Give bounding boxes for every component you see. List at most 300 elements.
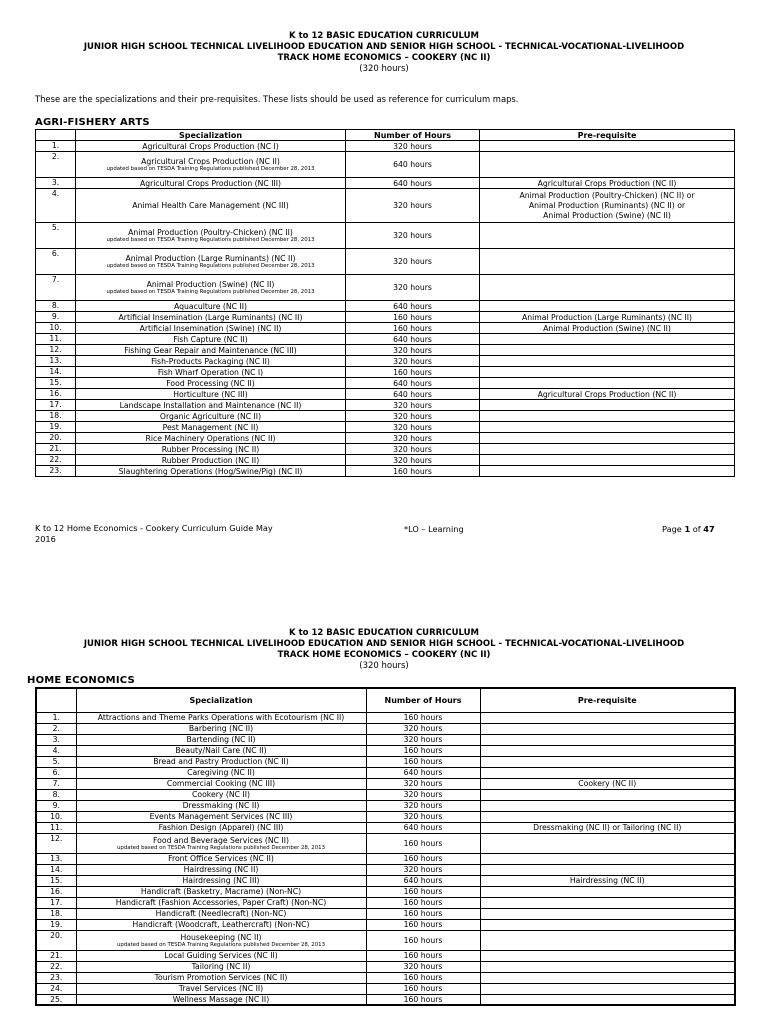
hours-cell: 160 hours [346,312,480,323]
hours-cell: 320 hours [346,345,480,356]
hours-cell: 320 hours [346,275,480,301]
specialization-name: Events Management Services (NC III) [149,812,293,821]
specialization-cell [76,152,346,178]
prerequisite-cell [480,789,735,800]
prerequisite-cell [480,930,735,950]
prerequisite-cell [480,800,735,811]
specialization-cell [76,919,366,930]
prerequisite-cell [480,833,735,853]
hours-cell: 160 hours [366,897,480,908]
specialization-name: Animal Production (Large Ruminants) (NC II) [125,254,296,263]
hours-cell: 320 hours [346,249,480,275]
column-header-hours: Number of Hours [346,130,480,141]
prerequisite-cell [480,961,735,972]
specialization-cell [76,897,366,908]
hours-cell: 640 hours [366,875,480,886]
specialization-name: Agricultural Crops Production (NC II) [141,157,280,166]
specialization-name: Slaughtering Operations (Hog/Swine/Pig) (NC II) [118,466,303,476]
table-row [36,433,735,444]
row-number: 22. [36,961,76,972]
specialization-name: Travel Services (NC II) [178,984,264,993]
row-number: 21. [36,444,76,455]
prerequisite-cell [480,345,735,356]
table-row [36,301,735,312]
specialization-name: Artificial Insemination (Swine) (NC II) [139,323,282,333]
row-number: 6. [36,767,76,778]
prerequisite-cell: Dressmaking (NC II) or Tailoring (NC II) [480,822,735,833]
table-row [36,919,735,930]
row-number: 4. [36,745,76,756]
row-number: 18. [36,411,76,422]
prerequisite-cell: Animal Production (Poultry-Chicken) (NC II) or Animal Production (Ruminants) (NC II) or Animal Production (Swine) (NC II) [480,189,735,223]
specialization-cell [76,745,366,756]
specialization-name: Agricultural Crops Production (NC I) [142,141,279,151]
specialization-note: updated based on TESDA Training Regulations published December 28, 2013 [106,263,315,269]
specialization-name: Attractions and Theme Parks Operations with Ecotourism (NC II) [97,713,345,722]
specialization-cell [76,994,366,1005]
prerequisite-cell: Animal Production (Large Ruminants) (NC II) [480,312,735,323]
specialization-cell [76,312,346,323]
hours-cell: 160 hours [366,908,480,919]
row-number: 5. [36,756,76,767]
table-row [36,983,735,994]
specialization-name: Fish Wharf Operation (NC I) [157,367,264,377]
prerequisite-cell [480,249,735,275]
specialization-name: Commercial Cooking (NC III) [166,779,276,788]
prerequisite-cell [480,301,735,312]
row-number: 12. [36,833,76,853]
row-number: 1. [36,141,76,152]
row-number: 5. [36,223,76,249]
column-header-specialization: Specialization [76,688,366,712]
page-header [0,31,768,75]
hours-cell: 320 hours [346,455,480,466]
prerequisite-cell [480,908,735,919]
specialization-name: Fish-Products Packaging (NC II) [151,356,270,366]
specialization-name: Beauty/Nail Care (NC II) [175,746,267,755]
hours-cell: 160 hours [366,745,480,756]
hours-cell: 160 hours [366,919,480,930]
row-number: 14. [36,367,76,378]
specialization-cell [76,323,346,334]
specialization-cell [76,756,366,767]
specialization-cell [76,734,366,745]
hours-cell: 320 hours [346,411,480,422]
row-number: 19. [36,422,76,433]
specialization-name: Fish Capture (NC II) [173,334,248,344]
specialization-name: Animal Production (Poultry-Chicken) (NC II) [128,228,293,237]
section-title: HOME ECONOMICS [27,675,135,686]
row-number: 16. [36,389,76,400]
header-line-4: (320 hours) [359,661,409,671]
hours-cell: 160 hours [346,367,480,378]
column-header-hours: Number of Hours [366,688,480,712]
hours-cell: 320 hours [346,422,480,433]
specialization-cell [76,455,346,466]
row-number: 13. [36,853,76,864]
row-number: 23. [36,466,76,477]
specialization-cell [76,972,366,983]
prerequisite-cell [480,223,735,249]
column-header-prerequisite: Pre-requisite [480,688,735,712]
specialization-cell [76,800,366,811]
specialization-note: updated based on TESDA Training Regulations published December 28, 2013 [116,844,325,851]
row-number: 25. [36,994,76,1005]
hours-cell: 640 hours [346,378,480,389]
column-header-number [36,688,76,712]
row-number: 4. [36,189,76,223]
table-row [36,189,735,223]
specialization-cell [76,178,346,189]
row-number: 2. [36,723,76,734]
intro-text: These are the specializations and their pre-requisites. These lists should be used as reference for curriculum maps. [35,94,519,104]
specialization-name: Hairdressing (NC II) [183,865,259,874]
prerequisite-cell [480,864,735,875]
prerequisite-cell [480,356,735,367]
prerequisite-cell [480,723,735,734]
prerequisite-cell [480,378,735,389]
row-number: 17. [36,897,76,908]
table-row [36,455,735,466]
prerequisite-cell [480,275,735,301]
specialization-cell [76,908,366,919]
specialization-name: Wellness Massage (NC II) [172,994,270,1004]
specialization-name: Fashion Design (Apparel) (NC III) [158,823,284,832]
prerequisite-cell: Animal Production (Swine) (NC II) [480,323,735,334]
specialization-cell [76,334,346,345]
hours-cell: 160 hours [366,853,480,864]
row-number: 9. [36,800,76,811]
prerequisite-cell [480,367,735,378]
table-row [36,389,735,400]
row-number: 11. [36,822,76,833]
table-row [36,800,735,811]
hours-cell: 320 hours [366,789,480,800]
row-number: 15. [36,378,76,389]
table-row [36,422,735,433]
page-header [0,628,768,672]
hours-cell: 320 hours [366,800,480,811]
prerequisite-cell [480,950,735,961]
specialization-name: Animal Production (Swine) (NC II) [146,280,275,289]
specialization-cell [76,345,346,356]
column-header-number [36,130,76,141]
footer-legend: *LO – Learning [404,524,464,534]
table-row [36,367,735,378]
table-row [36,356,735,367]
specialization-name: Food Processing (NC II) [166,378,255,388]
prerequisite-cell [480,972,735,983]
hours-cell: 320 hours [346,356,480,367]
row-number: 20. [36,930,76,950]
prerequisite-cell: Hairdressing (NC II) [480,875,735,886]
table-row [36,756,735,767]
table-row [36,323,735,334]
table-row [36,886,735,897]
row-number: 2. [36,152,76,178]
hours-cell: 320 hours [366,778,480,789]
specialization-cell [76,189,346,223]
specialization-name: Artificial Insemination (Large Ruminants) (NC II) [118,312,303,322]
hours-cell: 640 hours [346,178,480,189]
specialization-name: Agricultural Crops Production (NC III) [139,178,282,188]
specialization-cell [76,223,346,249]
prerequisite-cell [480,466,735,477]
table-row [36,972,735,983]
table-row [36,908,735,919]
prerequisite-cell [480,734,735,745]
row-number: 11. [36,334,76,345]
row-number: 20. [36,433,76,444]
page-current: 1 [684,524,691,534]
table-row [36,444,735,455]
prerequisite-cell [480,444,735,455]
table-row [36,822,735,833]
specialization-cell [76,789,366,800]
hours-cell: 320 hours [346,433,480,444]
document-page-2 [0,620,768,1024]
specialization-name: Rubber Production (NC II) [161,455,260,465]
table-row [36,811,735,822]
prerequisite-cell [480,897,735,908]
row-number: 23. [36,972,76,983]
hours-cell: 160 hours [346,323,480,334]
row-number: 15. [36,875,76,886]
prerequisite-cell: Cookery (NC II) [480,778,735,789]
specialization-name: Housekeeping (NC II) [180,932,262,942]
specialization-cell [76,444,346,455]
specialization-name: Landscape Installation and Maintenance (NC II) [119,400,302,410]
prerequisite-cell [480,853,735,864]
page-gap [0,560,768,620]
specialization-cell [76,400,346,411]
footer-doc-year: 2016 [35,534,56,544]
table-row [36,723,735,734]
specialization-cell [76,433,346,444]
specialization-cell [76,886,366,897]
prerequisite-cell [480,886,735,897]
table-row [36,897,735,908]
specialization-note: updated based on TESDA Training Regulations published December 28, 2013 [106,237,315,243]
specialization-cell [76,411,346,422]
row-number: 16. [36,886,76,897]
specialization-cell [76,141,346,152]
table-row [36,778,735,789]
specialization-cell [76,778,366,789]
header-line-4: (320 hours) [359,64,409,74]
specialization-name: Horticulture (NC III) [173,389,248,399]
specialization-name: Dressmaking (NC II) [182,801,260,810]
table-row [36,950,735,961]
hours-cell: 320 hours [346,141,480,152]
hours-cell: 160 hours [366,756,480,767]
footer-page-number [662,524,715,535]
specialization-name: Pest Management (NC II) [162,422,259,432]
specialization-cell [76,983,366,994]
specialization-cell [76,822,366,833]
table-row [36,378,735,389]
table-row [36,275,735,301]
specialization-cell [76,767,366,778]
row-number: 9. [36,312,76,323]
hours-cell: 320 hours [366,864,480,875]
table-row [36,875,735,886]
specialization-cell [76,356,346,367]
table-row [36,961,735,972]
footer-doc-title: K to 12 Home Economics - Cookery Curriculum Guide May [35,523,273,533]
specialization-name: Aquaculture (NC II) [174,301,247,311]
prerequisite-cell [480,994,735,1005]
hours-cell: 320 hours [346,400,480,411]
hours-cell: 640 hours [366,767,480,778]
specialization-cell [76,378,346,389]
prerequisite-cell [480,433,735,444]
hours-cell: 320 hours [346,444,480,455]
header-line-2: JUNIOR HIGH SCHOOL TECHNICAL LIVELIHOOD EDUCATION AND SENIOR HIGH SCHOOL - TECHNICAL-VOCATIONAL-LIVELIHOOD [83,42,685,52]
prerequisite-cell [480,919,735,930]
row-number: 6. [36,249,76,275]
table-row [36,249,735,275]
specialization-name: Handicraft (Needlecraft) (Non-NC) [155,909,287,918]
hours-cell: 160 hours [366,712,480,723]
table-row [36,152,735,178]
specialization-name: Cookery (NC II) [192,790,250,799]
specialization-name: Food and Beverage Services (NC II) [153,835,289,845]
table-row [36,734,735,745]
specialization-cell [76,833,366,853]
prerequisite-cell [480,455,735,466]
prerequisite-cell [480,756,735,767]
prerequisite-cell [480,745,735,756]
hours-cell: 160 hours [366,930,480,950]
specialization-name: Handicraft (Fashion Accessories, Paper Craft) (Non-NC) [115,898,327,907]
hours-cell: 320 hours [366,811,480,822]
specialization-name: Rice Machinery Operations (NC II) [145,433,276,443]
table-row [36,930,735,950]
specialization-name: Handicraft (Basketry, Macrame) (Non-NC) [140,887,302,896]
prerequisite-cell: Agricultural Crops Production (NC II) [480,389,735,400]
row-number: 14. [36,864,76,875]
row-number: 13. [36,356,76,367]
prerequisite-cell [480,141,735,152]
specialization-name: Handicraft (Woodcraft, Leathercraft) (Non-NC) [132,920,310,929]
specialization-cell [76,422,346,433]
prerequisite-cell [480,422,735,433]
hours-cell: 320 hours [366,734,480,745]
specialization-name: Tailoring (NC II) [191,962,251,971]
specialization-note: updated based on TESDA Training Regulations published December 28, 2013 [106,289,315,295]
specialization-cell [76,961,366,972]
specialization-name: Local Guiding Services (NC II) [164,951,278,960]
hours-cell: 640 hours [346,389,480,400]
column-header-prerequisite: Pre-requisite [480,130,735,141]
table-row [36,745,735,756]
page-total: 47 [703,524,715,534]
row-number: 8. [36,789,76,800]
specialization-cell [76,466,346,477]
hours-cell: 320 hours [346,189,480,223]
hours-cell: 320 hours [366,961,480,972]
specialization-cell [76,275,346,301]
row-number: 17. [36,400,76,411]
table-row [36,767,735,778]
header-line-1: K to 12 BASIC EDUCATION CURRICULUM [289,31,479,41]
prerequisite-cell [480,152,735,178]
row-number: 21. [36,950,76,961]
row-number: 24. [36,983,76,994]
table-row [36,345,735,356]
header-line-3: TRACK HOME ECONOMICS – COOKERY (NC II) [277,650,491,660]
table-row [36,334,735,345]
row-number: 3. [36,178,76,189]
hours-cell: 320 hours [346,223,480,249]
hours-cell: 320 hours [366,723,480,734]
row-number: 19. [36,919,76,930]
specialization-name: Rubber Processing (NC II) [161,444,260,454]
hours-cell: 160 hours [366,833,480,853]
specialization-note: updated based on TESDA Training Regulations published December 28, 2013 [116,941,325,948]
section-title: AGRI-FISHERY ARTS [35,117,150,128]
specialization-name: Organic Agriculture (NC II) [159,411,262,421]
specialization-name: Tourism Promotion Services (NC II) [154,973,288,982]
table-row [36,466,735,477]
prerequisite-cell [480,712,735,723]
table-row [36,994,735,1005]
prerequisite-cell [480,400,735,411]
specialization-note: updated based on TESDA Training Regulations published December 28, 2013 [106,166,315,172]
row-number: 12. [36,345,76,356]
specialization-name: Fishing Gear Repair and Maintenance (NC III) [124,345,297,355]
specialization-name: Animal Health Care Management (NC III) [132,201,289,210]
specialization-name: Front Office Services (NC II) [168,854,274,863]
hours-cell: 160 hours [366,886,480,897]
prerequisite-cell: Agricultural Crops Production (NC II) [480,178,735,189]
specialization-cell [76,930,366,950]
specialization-cell [76,367,346,378]
hours-cell: 160 hours [366,972,480,983]
row-number: 10. [36,323,76,334]
row-number: 7. [36,778,76,789]
table-row [36,400,735,411]
table-row [36,411,735,422]
table-row [36,864,735,875]
specialization-cell [76,811,366,822]
table-row [36,833,735,853]
header-line-3: TRACK HOME ECONOMICS – COOKERY (NC II) [277,53,491,63]
table-row [36,312,735,323]
specialization-cell [76,875,366,886]
specialization-cell [76,864,366,875]
specialization-cell [76,853,366,864]
prerequisite-cell [480,811,735,822]
table-row [36,712,735,723]
table-row [36,853,735,864]
table-row [36,223,735,249]
table-row [36,178,735,189]
prerequisite-cell [480,411,735,422]
header-line-2: JUNIOR HIGH SCHOOL TECHNICAL LIVELIHOOD EDUCATION AND SENIOR HIGH SCHOOL - TECHNICAL-VOCATIONAL-LIVELIHOOD [83,639,685,649]
specialization-cell [76,389,346,400]
specialization-cell [76,301,346,312]
table-row [36,141,735,152]
specialization-name: Hairdressing (NC III) [182,876,260,885]
row-number: 1. [36,712,76,723]
prerequisite-cell [480,334,735,345]
prerequisite-cell [480,767,735,778]
hours-cell: 640 hours [346,152,480,178]
agri-fishery-table [35,129,735,477]
hours-cell: 160 hours [366,983,480,994]
